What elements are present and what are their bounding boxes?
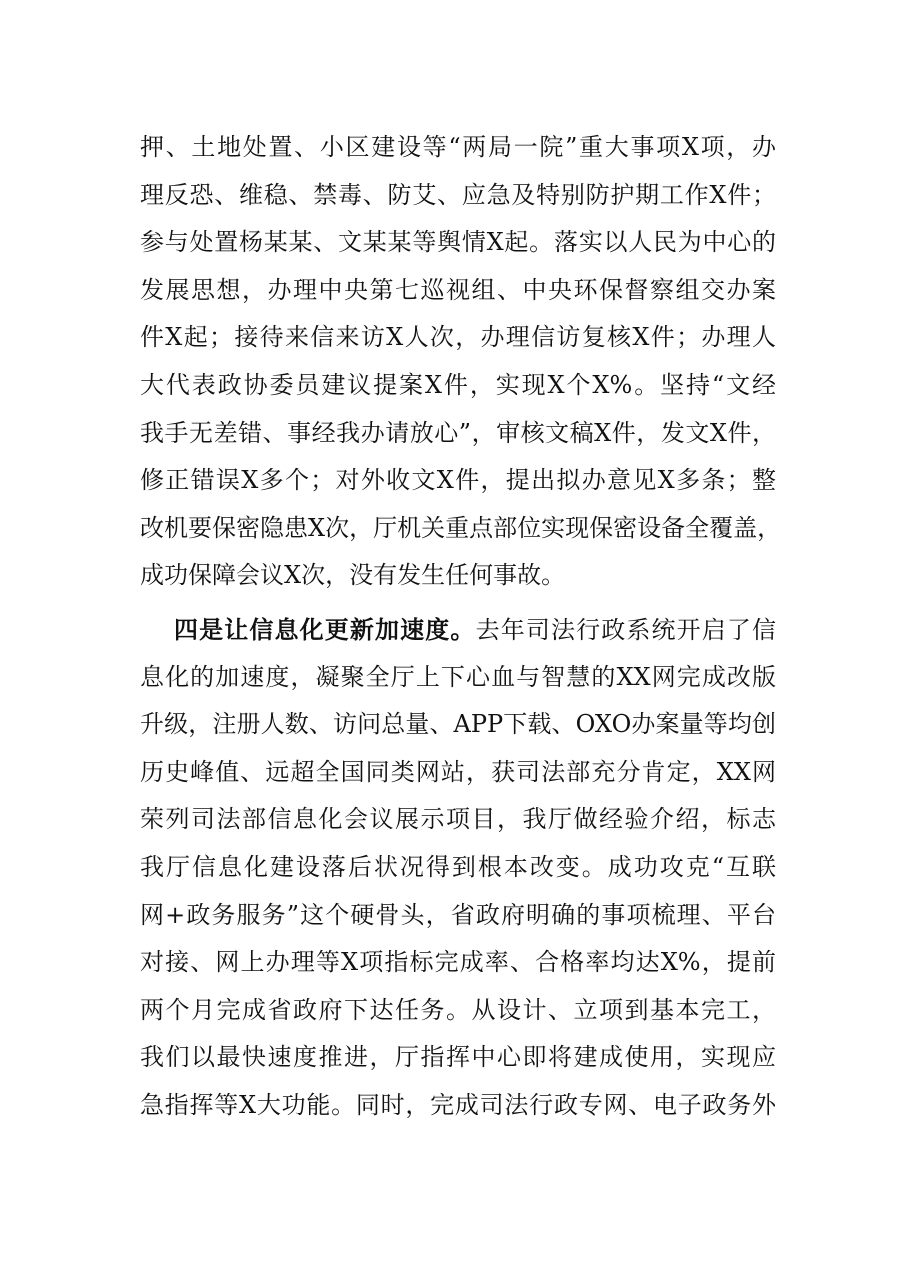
paragraph-1 xyxy=(140,124,782,600)
document-body xyxy=(140,124,782,1129)
paragraph-line: 我手无差错、事经我办请放心”，审核文稿X件，发文X件， xyxy=(140,418,776,447)
paragraph-line: 改机要保密隐患X次，厅机关重点部位实现保密设备全覆盖， xyxy=(140,513,782,542)
paragraph-line-rest: 去年司法行政系统开启了信 xyxy=(475,615,777,644)
paragraph-2 xyxy=(140,606,776,1130)
paragraph-line: 成功保障会议X次，没有发生任何事故。 xyxy=(140,561,566,590)
paragraph-line: 件X起；接待来信来访X人次，办理信访复核X件；办理人 xyxy=(140,323,776,352)
section-heading: 四是让信息化更新加速度。 xyxy=(174,614,476,644)
paragraph-line: 两个月完成省政府下达任务。从设计、立项到基本完工， xyxy=(140,995,776,1024)
paragraph-line: 发展思想，办理中央第七巡视组、中央环保督察组交办案 xyxy=(140,275,776,304)
paragraph-line: 网+政务服务”这个硬骨头，省政府明确的事项梳理、平台 xyxy=(140,900,776,929)
paragraph-line: 押、土地处置、小区建设等“两局一院”重大事项X项，办 xyxy=(140,133,776,161)
paragraph-line: 对接、网上办理等X项指标完成率、合格率均达X%，提前 xyxy=(140,948,776,977)
paragraph-first-line xyxy=(140,606,776,654)
paragraph-line: 修正错误X多个；对外收文X件，提出拟办意见X多条；整 xyxy=(140,466,776,495)
paragraph-line: 大代表政协委员建议提案X件，实现X个X%。坚持“文经 xyxy=(140,370,776,399)
paragraph-line: 历史峰值、远超全国同类网站，获司法部充分肯定，XX网 xyxy=(140,757,776,786)
paragraph-line: 息化的加速度，凝聚全厅上下心血与智慧的XX网完成改版 xyxy=(140,662,776,691)
paragraph-line: 急指挥等X大功能。同时，完成司法行政专网、电子政务外 xyxy=(140,1090,776,1119)
paragraph-line: 荣列司法部信息化会议展示项目，我厅做经验介绍，标志 xyxy=(140,805,776,834)
paragraph-line: 我们以最快速度推进，厅指挥中心即将建成使用，实现应 xyxy=(140,1043,776,1072)
paragraph-line: 参与处置杨某某、文某某等舆情X起。落实以人民为中心的 xyxy=(140,228,776,257)
paragraph-line: 理反恐、维稳、禁毒、防艾、应急及特别防护期工作X件； xyxy=(140,180,776,209)
paragraph-line: 我厅信息化建设落后状况得到根本改变。成功攻克“互联 xyxy=(140,852,776,881)
paragraph-line: 升级，注册人数、访问总量、APP下载、OXO办案量等均创 xyxy=(140,710,776,739)
